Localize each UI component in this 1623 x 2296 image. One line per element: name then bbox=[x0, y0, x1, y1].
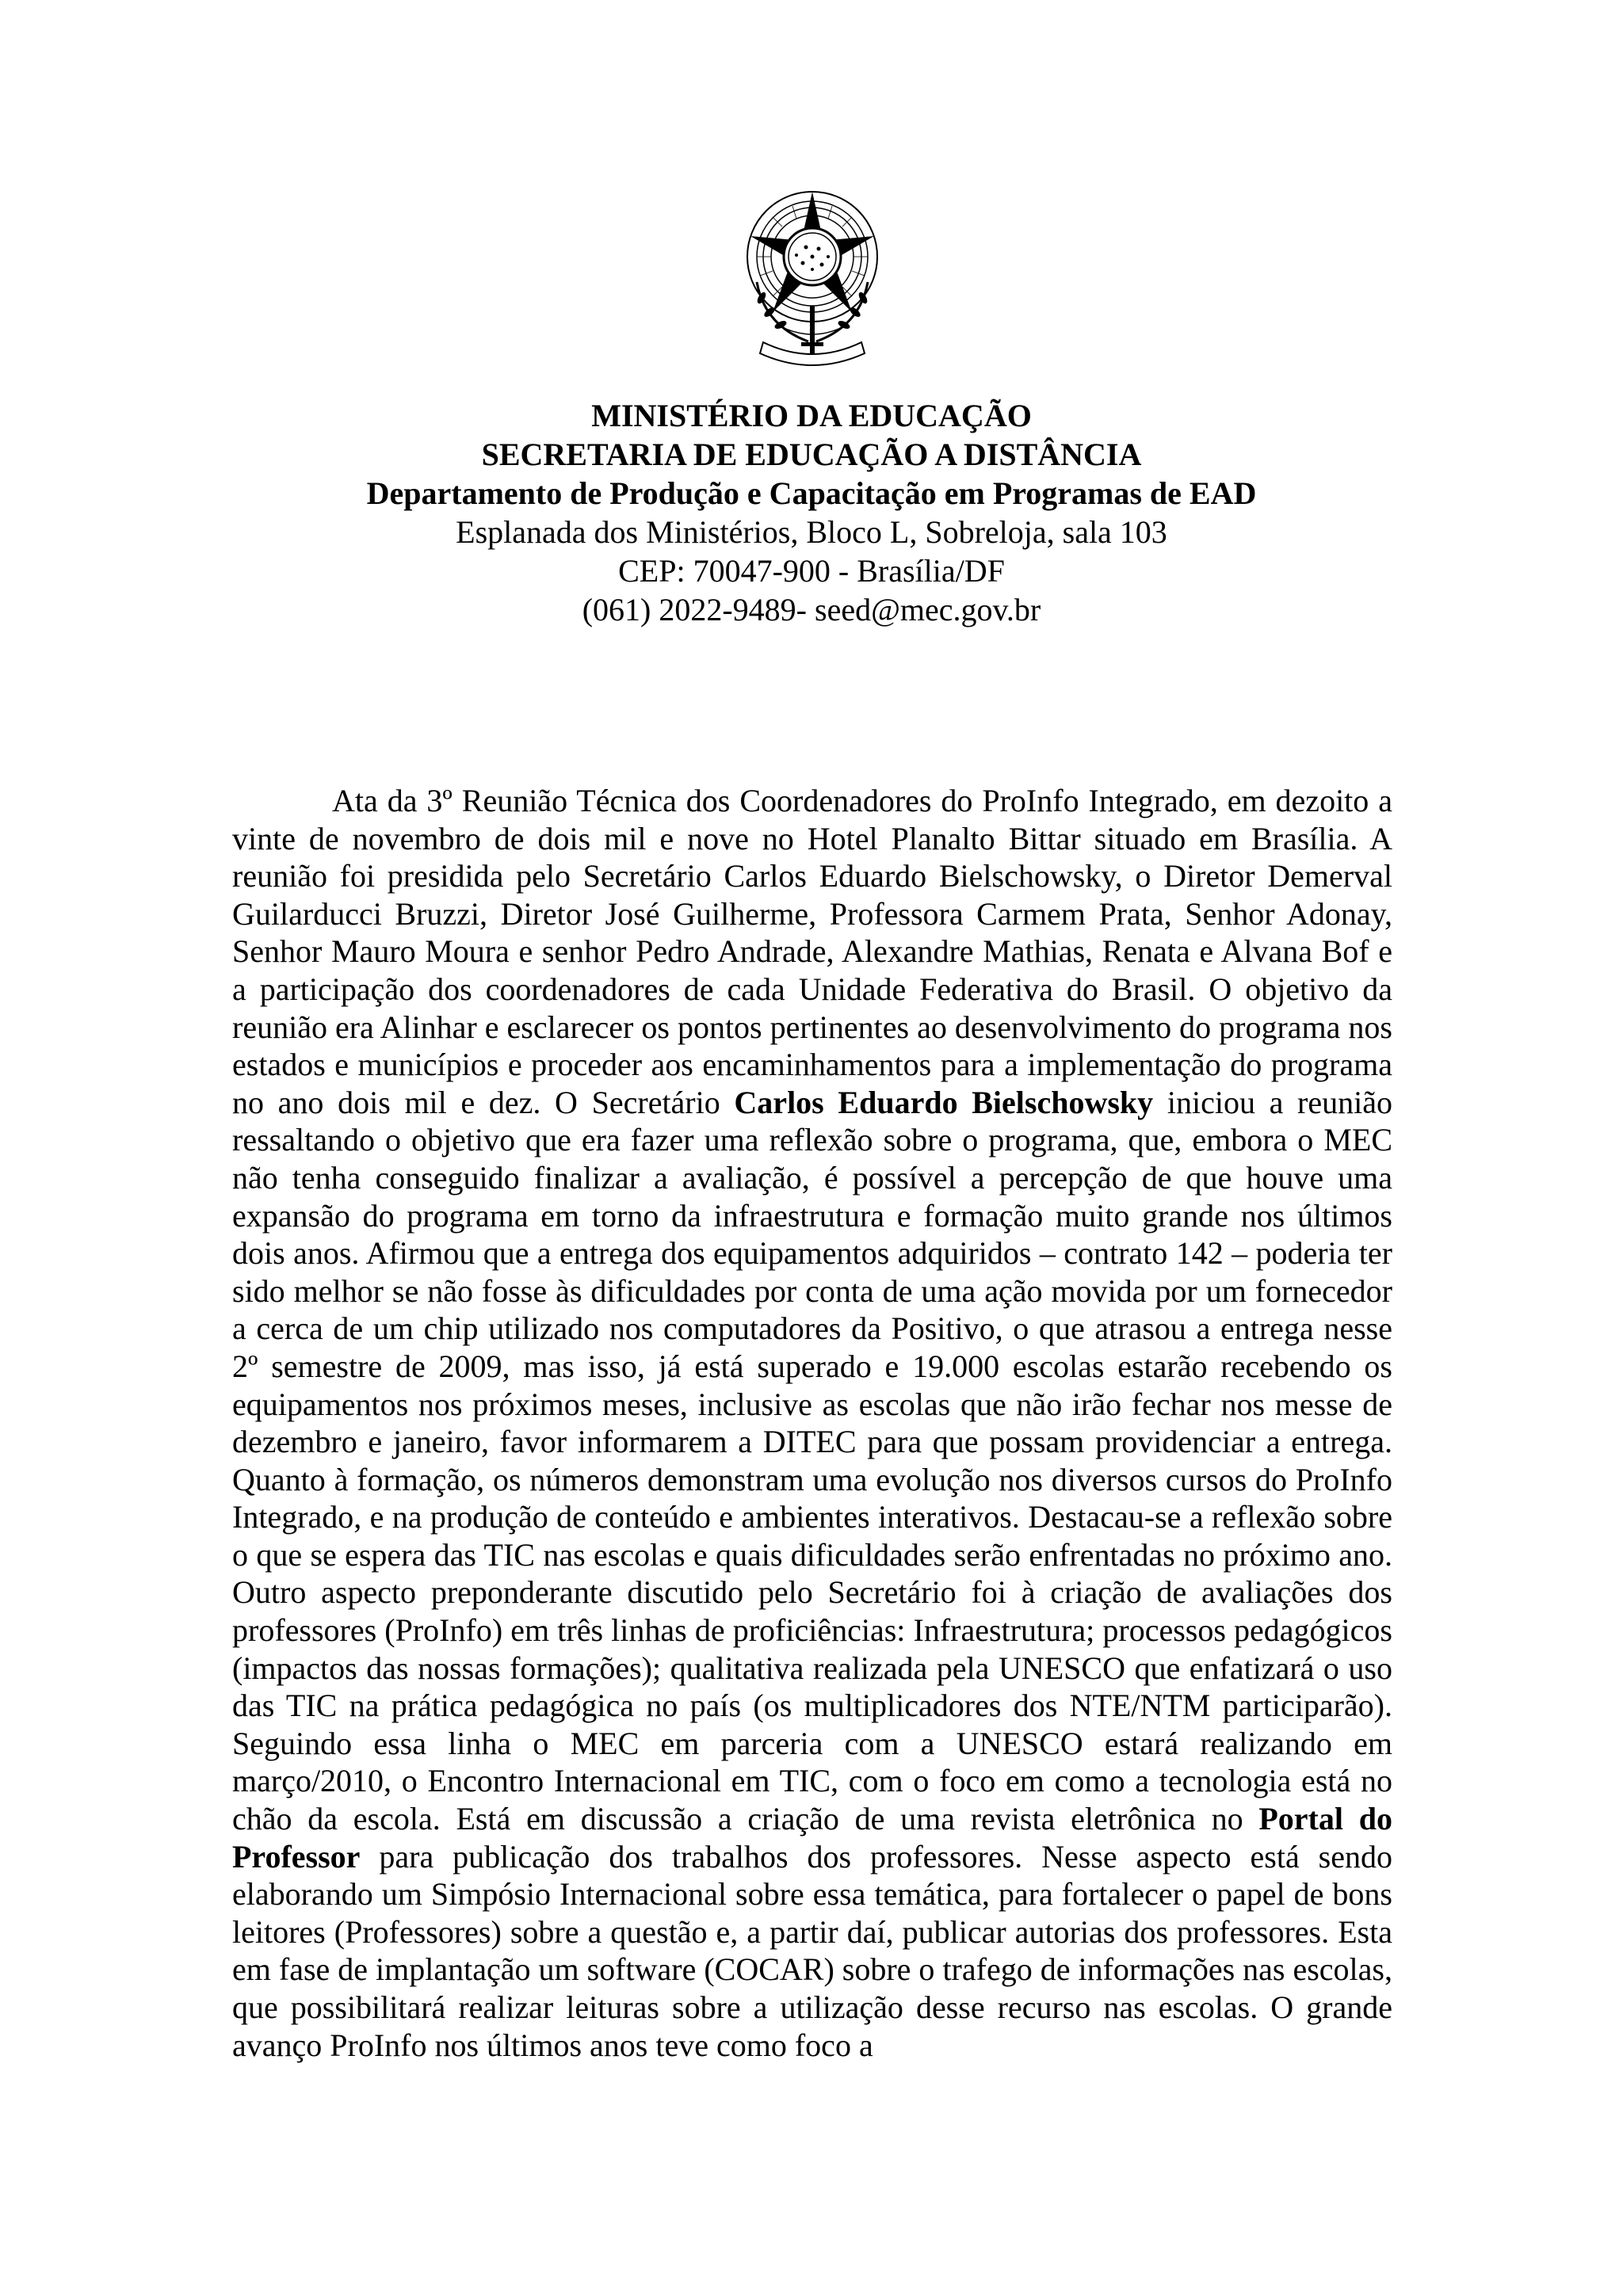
paragraph-text-part-1: Ata da 3º Reunião Técnica dos Coordenadores do ProInfo Integrado, em dezoito a vinte de novembro de dois mil e nove no Hotel Planalto Bittar situado em Brasília. A reunião foi presidida pelo Secretário Carlos Eduardo Bielschowsky, o Diretor Demerval Guilarducci Bruzzi, Diretor José Guilherme, Professora Carmem Prata, Senhor Adonay, Senhor Mauro Moura e senhor Pedro Andrade, Alexandre Mathias, Renata e Alvana Bof e a participação dos coordenadores de cada Unidade Federativa do Brasil. O objetivo da reunião era Alinhar e esclarecer os pontos pertinentes ao desenvolvimento do programa nos estados e municípios e proceder aos encaminhamentos para a implementação do programa no ano dois mil e dez. O Secretário bbox=[232, 783, 1392, 1120]
paragraph-text-part-3: para publicação dos trabalhos dos professores. Nesse aspecto está sendo elaborando um Simpósio Internacional sobre essa temática, para fortalecer o papel de bons leitores (Professores) sobre a questão e, a partir daí, publicar autorias dos professores. Esta em fase de implantação um software (COCAR) sobre o trafego de informações nas escolas, que possibilitará realizar leituras sobre a utilização desse recurso nas escolas. O grande avanço ProInfo nos últimos anos teve como foco a bbox=[232, 1838, 1392, 2063]
address-line: Esplanada dos Ministérios, Bloco L, Sobreloja, sala 103 bbox=[456, 514, 1167, 550]
meeting-minutes-paragraph bbox=[232, 782, 1392, 2064]
department-title: Departamento de Produção e Capacitação em Programas de EAD bbox=[366, 475, 1257, 511]
contact-line: (061) 2022-9489- seed@mec.gov.br bbox=[582, 592, 1041, 627]
brazil-coat-of-arms-icon bbox=[733, 187, 892, 369]
ministry-title: MINISTÉRIO DA EDUCAÇÃO bbox=[591, 398, 1032, 433]
coat-of-arms-emblem bbox=[733, 187, 892, 369]
paragraph-text-part-2: iniciou a reunião ressaltando o objetivo que era fazer uma reflexão sobre o programa, que, embora o MEC não tenha conseguido finalizar a avaliação, é possível a percepção de que houve uma expansão do programa em torno da infraestrutura e formação muito grande nos últimos dois anos. Afirmou que a entrega dos equipamentos adquiridos – contrato 142 – poderia ter sido melhor se não fosse às dificuldades por conta de uma ação movida por um fornecedor a cerca de um chip utilizado nos computadores da Positivo, o que atrasou a entrega nesse 2º semestre de 2009, mas isso, já está superado e 19.000 escolas estarão recebendo os equipamentos nos próximos meses, inclusive as escolas que não irão fechar nos messe de dezembro e janeiro, favor informarem a DITEC para que possam providenciar a entrega. Quanto à formação, os números demonstram uma evolução nos diversos cursos do ProInfo Integrado, e na produção de conteúdo e ambientes interativos. Destacau-se a reflexão sobre o que se espera das TIC nas escolas e quais dificuldades serão enfrentadas no próximo ano. Outro aspecto preponderante discutido pelo Secretário foi à criação de avaliações dos professores (ProInfo) em três linhas de proficiências: Infraestrutura; processos pedagógicos (impactos das nossas formações); qualitativa realizada pela UNESCO que enfatizará o uso das TIC na prática pedagógica no país (os multiplicadores dos NTE/NTM participarão). Seguindo essa linha o MEC em parceria com a UNESCO estará realizando em março/2010, o Encontro Internacional em TIC, com o foco em como a tecnologia está no chão da escola. Está em discussão a criação de uma revista eletrônica no bbox=[232, 1084, 1392, 1837]
secretary-name-bold: Carlos Eduardo Bielschowsky bbox=[734, 1084, 1154, 1120]
portal-do-professor-bold: Portal do Professor bbox=[232, 1801, 1392, 1875]
secretariat-title: SECRETARIA DE EDUCAÇÃO A DISTÂNCIA bbox=[481, 437, 1142, 472]
letterhead bbox=[0, 396, 1623, 629]
cep-line: CEP: 70047-900 - Brasília/DF bbox=[618, 553, 1005, 589]
